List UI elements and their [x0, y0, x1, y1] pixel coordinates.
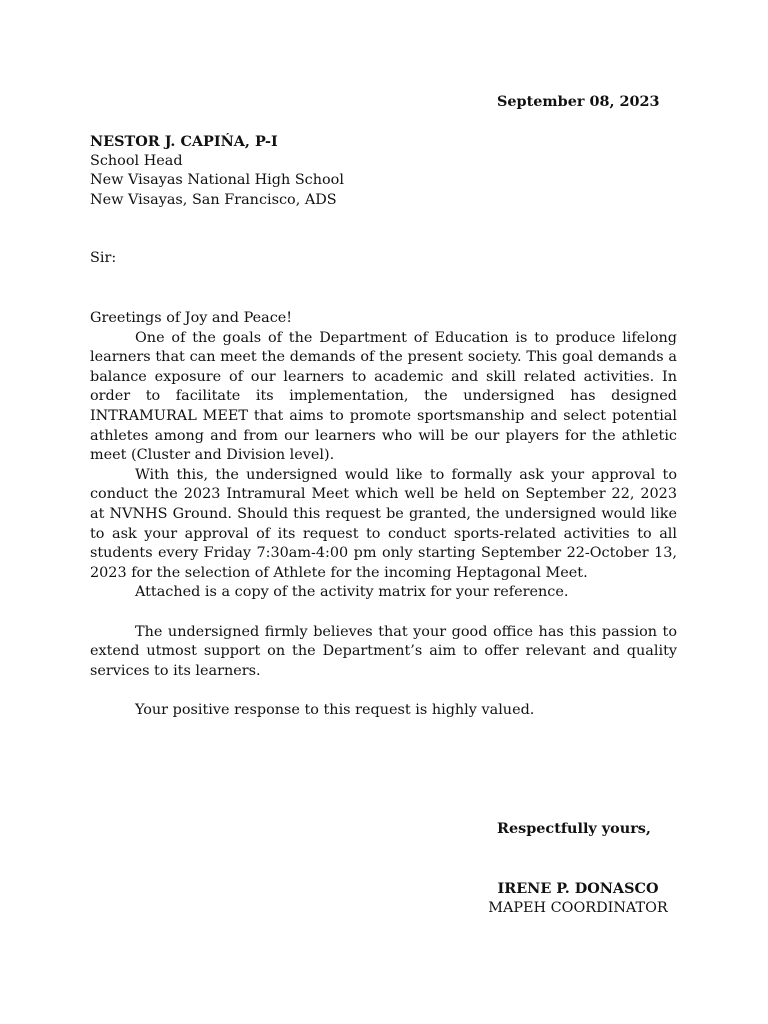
- addressee-position: School Head: [90, 152, 183, 169]
- letter-body: [90, 309, 677, 720]
- body-paragraph-2: With this, the undersigned would like to formally ask your approval to conduct the 2023 Intramural Meet which well be held on September 22, 2023 at NVNHS Ground. Should this request be granted, the undersigned would like to ask your approval of its request to conduct sports-related activities to all students every Friday 7:30am-4:00 pm only starting September 22-October 13, 2023 for the selection of Athlete for the incoming Heptagonal Meet.: [90, 466, 677, 581]
- salutation: Sir:: [90, 250, 117, 266]
- addressee-block: [90, 132, 344, 210]
- addressee-school: New Visayas National High School: [90, 172, 344, 189]
- letter-date: September 08, 2023: [497, 93, 660, 110]
- signatory-name: IRENE P. DONASCO: [497, 880, 659, 897]
- closing: Respectfully yours,: [497, 820, 651, 837]
- signatory-title: MAPEH COORDINATOR: [488, 899, 668, 916]
- body-paragraph-1: One of the goals of the Department of Education is to produce lifelong learners that can meet the demands of the present society. This goal demands a balance exposure of our learners to academic and skill related activities. In order to facilitate its implementation, the undersigned has designed INTRAMURAL MEET that aims to promote sportsmanship and select potential athletes among and from our learners who will be our players for the athletic meet (Cluster and Division level).: [90, 329, 677, 464]
- addressee-address: New Visayas, San Francisco, ADS: [90, 191, 337, 208]
- signatory-block: [478, 879, 678, 918]
- body-paragraph-5: Your positive response to this request is highly valued.: [135, 701, 535, 718]
- addressee-name: NESTOR J. CAPIŃA, P-I: [90, 133, 278, 150]
- greeting: Greetings of Joy and Peace!: [90, 310, 293, 326]
- body-paragraph-3: Attached is a copy of the activity matrix for your reference.: [135, 584, 569, 601]
- body-paragraph-4: The undersigned firmly believes that your good office has this passion to extend utmost support on the Department’s aim to offer relevant and quality services to its learners.: [90, 623, 677, 679]
